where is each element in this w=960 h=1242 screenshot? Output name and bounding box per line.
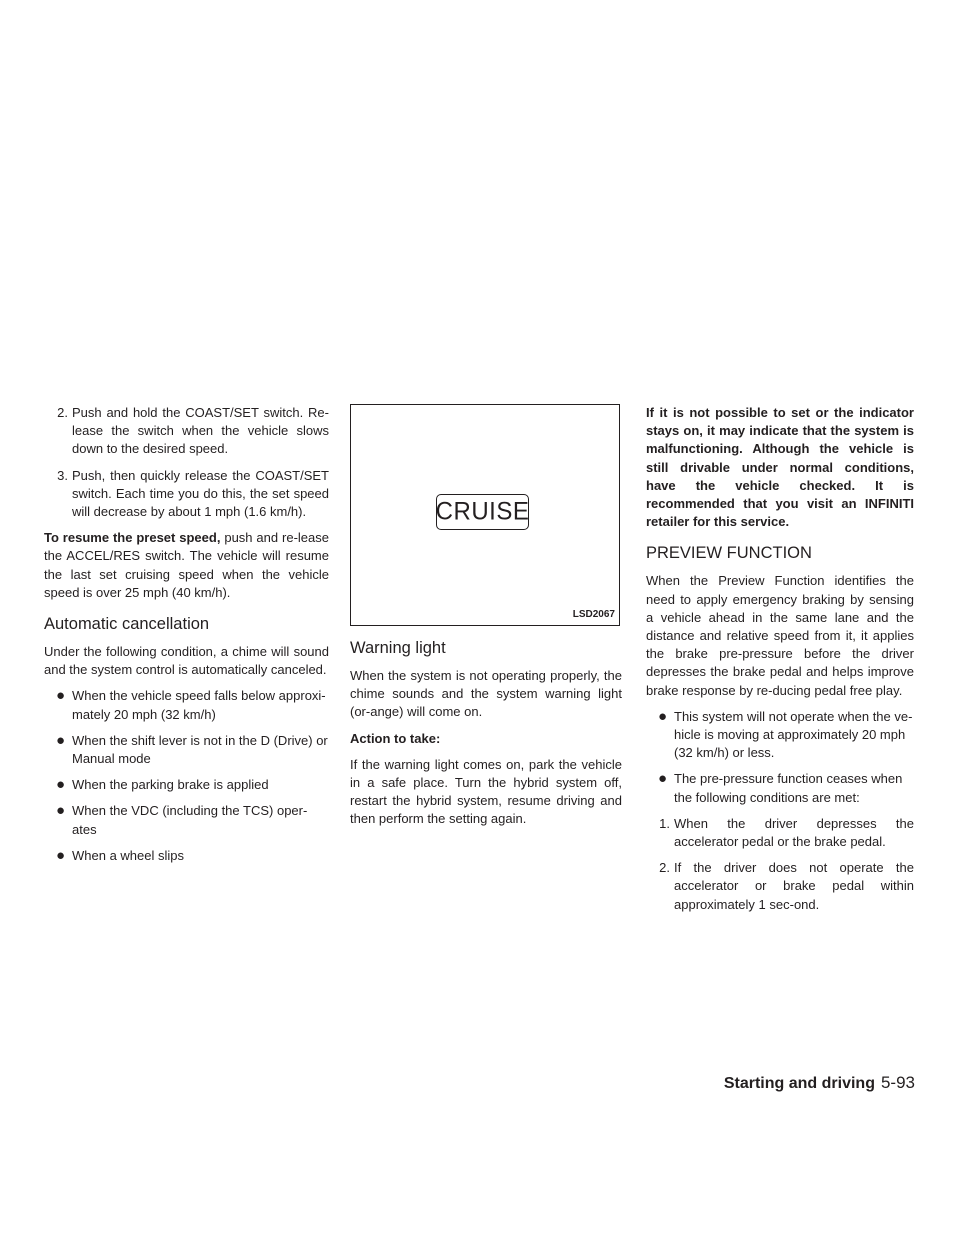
list-item — [44, 732, 329, 768]
bullet-icon: ● — [56, 731, 66, 749]
condition-2 — [646, 859, 914, 914]
list-item — [44, 847, 329, 865]
list-item — [646, 708, 914, 763]
auto-cancel-heading: Automatic cancellation — [44, 615, 210, 634]
indicator-note: If it is not possible to set or the indicator stays on, it may indicate that the system is malfunctioning. Although the vehicle is still drivable under normal conditions, have the vehicle checked. It is recommended that you visit an INFINITI retailer for this service. — [646, 405, 914, 530]
page-footer — [724, 1073, 915, 1093]
resume-text: push and re-lease the ACCEL/RES switch. The vehicle will resume the last set cruising speed when the vehicle speed is over 25 mph (40 km/h). — [44, 530, 329, 600]
cruise-figure — [350, 404, 620, 626]
bullet-icon: ● — [56, 687, 66, 705]
list-item — [44, 802, 329, 838]
step-number: 3. — [57, 467, 68, 483]
condition-1 — [646, 815, 914, 851]
column-left — [44, 404, 329, 873]
preview-text: When the Preview Function identifies the need to apply emergency braking by sensing a vehicle ahead in the same lane and the distance and relative speed from it, it applies the brake pre-pressure before the driver depresses the brake pedal and helps improve brake response by re-ducing pedal free play. — [646, 573, 914, 698]
auto-cancel-intro: Under the following condition, a chime will sound and the system control is automatically canceled. — [44, 644, 329, 678]
condition-number: 1. — [659, 815, 670, 831]
bullet-icon: ● — [56, 802, 66, 820]
bullet-icon: ● — [658, 707, 668, 725]
step-3 — [44, 467, 329, 522]
step-text: Push and hold the COAST/SET switch. Re-lease the switch when the vehicle slows down to the desired speed. — [72, 405, 329, 457]
preview-heading: PREVIEW FUNCTION — [646, 544, 812, 563]
condition-text: If the driver does not operate the accelerator or brake pedal within approximately 1 sec-ond. — [674, 860, 914, 912]
action-label: Action to take: — [350, 730, 441, 746]
cruise-indicator-text: CRUISE — [435, 497, 530, 526]
condition-text: When the driver depresses the accelerator pedal or the brake pedal. — [674, 815, 914, 850]
bullet-icon: ● — [56, 846, 66, 864]
action-text: If the warning light comes on, park the vehicle in a safe place. Turn the hybrid system off, restart the hybrid system, resume driving and then perform the setting again. — [350, 756, 622, 827]
step-number: 2. — [57, 405, 68, 420]
bullet-icon: ● — [658, 770, 668, 788]
figure-code: LSD2067 — [572, 608, 615, 620]
step-2 — [44, 404, 329, 459]
bullet-text: The pre-pressure function ceases when the following conditions are met: — [674, 771, 903, 805]
column-middle — [350, 404, 622, 837]
bullet-text: When the VDC (including the TCS) oper-ates — [72, 803, 308, 837]
bullet-text: When the shift lever is not in the D (Drive) or Manual mode — [72, 732, 328, 767]
resume-lead: To resume the preset speed, — [44, 530, 221, 546]
list-item — [646, 770, 914, 806]
bullet-icon: ● — [56, 776, 66, 794]
bullet-text: When the vehicle speed falls below approxi-mately 20 mph (32 km/h) — [72, 688, 326, 722]
page-number: 5-93 — [880, 1073, 915, 1092]
cruise-indicator-icon — [436, 494, 529, 530]
step-text: Push, then quickly release the COAST/SET switch. Each time you do this, the set speed will decrease by about 1 mph (1.6 km/h). — [72, 467, 329, 520]
list-item — [44, 687, 329, 723]
column-right — [646, 404, 914, 922]
warning-heading: Warning light — [350, 639, 446, 657]
bullet-text: When a wheel slips — [72, 847, 184, 863]
section-title: Starting and driving — [723, 1075, 875, 1092]
list-item — [44, 776, 329, 794]
condition-number: 2. — [659, 860, 670, 876]
bullet-text: This system will not operate when the ve-hicle is moving at approximately 20 mph (32 km/h) or less. — [674, 708, 913, 761]
bullet-text: When the parking brake is applied — [72, 777, 269, 793]
resume-paragraph — [44, 529, 329, 602]
warning-text: When the system is not operating properly, the chime sounds and the system warning light (or-ange) will come on. — [350, 668, 622, 720]
